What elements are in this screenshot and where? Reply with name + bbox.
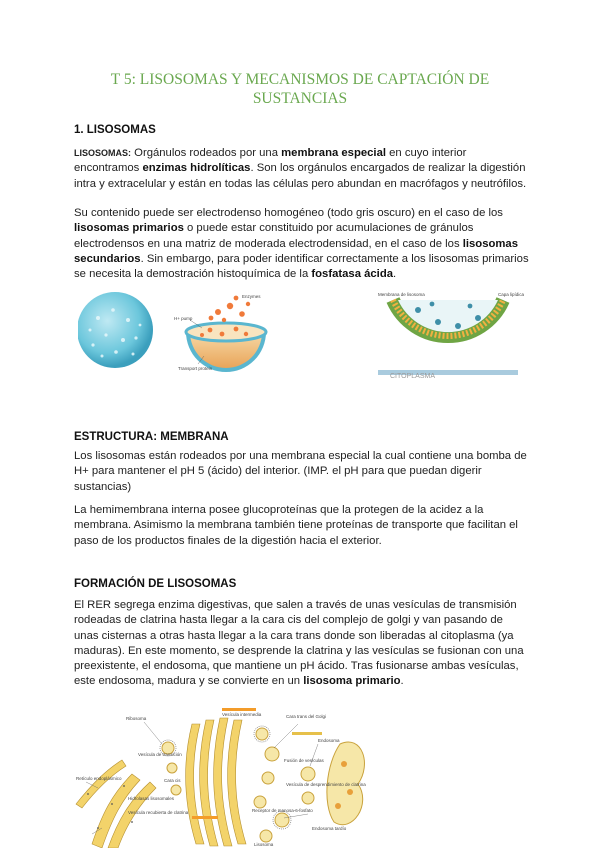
text-span: . Son los orgánulos encargados de realizar la digestión intra y extracelular y están en todas las células pero abundan en macrófagos y neutrófilos. xyxy=(74,162,527,190)
label-ribosoma: Ribosoma xyxy=(126,716,147,721)
label-endosoma-tardio: Endosoma tardío xyxy=(312,826,347,831)
paragraph-lisosomas-definition xyxy=(74,146,529,192)
label-lisosoma: Lisosoma xyxy=(254,842,274,847)
label-lipid-layer: Capa lipídica xyxy=(498,292,525,297)
document-title xyxy=(60,70,540,108)
paragraph-lisosomas-contenido xyxy=(74,206,529,282)
label-hidrolasas: Hidrolasas lisosomales xyxy=(128,796,175,801)
paragraph-membrana-1: Los lisosomas están rodeados por una membrana especial la cual contiene una bomba de H+ para mantener el pH 5 (ácido) del interior. (IMP. el pH para que puedan digerir sustancias) xyxy=(74,450,527,493)
bold-term: lisosomas primarios xyxy=(74,222,184,235)
text-span: . Sin embargo, para poder identificar correctamente a los lisosomas primarios se necesita la demostración histoquímica de la xyxy=(74,252,529,281)
lysosome-formation-diagram xyxy=(72,704,382,848)
section-heading-estructura: ESTRUCTURA: MEMBRANA xyxy=(74,431,229,443)
text-span: Orgánulos rodeados por una xyxy=(131,147,282,159)
label-vesicula-desprendimiento: Vesícula de desprendimiento de clatrina xyxy=(286,782,366,787)
lysosome-illustration xyxy=(78,290,598,390)
text-span: o puede estar constituido por acumulaciones de gránulos electrodensos en una matriz de moderada electrodensidad, en el caso de los xyxy=(74,222,474,250)
label-endosoma: Endosoma xyxy=(318,738,340,743)
section-heading-formacion: FORMACIÓN DE LISOSOMAS xyxy=(74,578,237,590)
bold-term: fosfatasa ácida xyxy=(311,268,394,281)
label-vesicula-transicion: Vesícula de transición xyxy=(138,752,182,757)
text-span: . xyxy=(400,675,404,688)
label-clatrina: Vesícula recubierta de clatrina xyxy=(128,810,189,815)
label-vesicula-intermedia: Vesícula intermedia xyxy=(222,712,262,717)
rer-shape xyxy=(76,760,156,848)
bold-term: enzimas hidrolíticas xyxy=(142,162,251,175)
label-reticulo: Retículo endoplásmico xyxy=(76,776,122,781)
bold-term: membrana especial xyxy=(281,147,386,159)
title-line-1: T 5: LISOSOMAS Y MECANISMOS DE CAPTACIÓN DE xyxy=(110,71,490,88)
title-line-2: SUSTANCIAS xyxy=(252,90,348,107)
label-enzymes: Enzymes xyxy=(242,294,261,299)
label-golgi: Cara trans del Golgi xyxy=(286,714,327,719)
text-span: El RER segrega enzima digestivas, que salen a través de unas vesículas de transmisión rodeadas de clatrina hasta llegar a la cara cis del complejo de golgi y van pasando de unas cisternas a otras hasta llegar a la cara trans donde son liberadas al citoplasma (ya maduras). En este momento, se desprende la clatrina y las vesículas se fusionan con una preexistente, el endosoma, que mantiene un pH ácido. Tras fusionarse ambas vesículas, este endosoma, madura y se convierte en un xyxy=(74,599,524,688)
lysosome-cutaway xyxy=(186,296,266,372)
lysosome-figure xyxy=(78,290,598,390)
lead-term: LISOSOMAS: xyxy=(74,148,132,158)
label-transport-protein: Transport protein xyxy=(178,366,213,371)
paragraph-membrana-2: La hemimembrana interna posee glucoproteínas que la protegen de la acidez a la membrana. Asimismo la membrana también tiene proteínas de transporte que facilitan el paso de los productos finales de la digestión hacia el exterior. xyxy=(74,504,518,547)
lysosome-membrane-section xyxy=(378,300,518,375)
text-span: Su contenido puede ser electrodenso homogéneo (todo gris oscuro) en el caso de los xyxy=(74,207,503,219)
section-heading-lisosomas: 1. LISOSOMAS xyxy=(74,124,156,136)
text-span: . xyxy=(393,268,397,281)
label-cara-cis: Cara cis xyxy=(164,778,181,783)
bold-term: lisosoma primario xyxy=(303,675,401,688)
label-receptor: Receptor de manosa-6-fosfato xyxy=(252,808,313,813)
text-span: en cuyo interior encontramos xyxy=(74,147,467,175)
label-membrane: Membrana de lisosoma xyxy=(378,292,425,297)
bold-term: lisosomas secundarios xyxy=(74,237,518,265)
golgi-stack xyxy=(186,718,246,846)
watermark-citoplasma: CITOPLASMA xyxy=(390,373,435,380)
paragraph-formacion xyxy=(74,598,529,690)
label-h-pump: H+ pump xyxy=(174,316,193,321)
label-fusion: Fusión de vesículas xyxy=(284,758,324,763)
lysosome-formation-figure xyxy=(72,704,382,848)
